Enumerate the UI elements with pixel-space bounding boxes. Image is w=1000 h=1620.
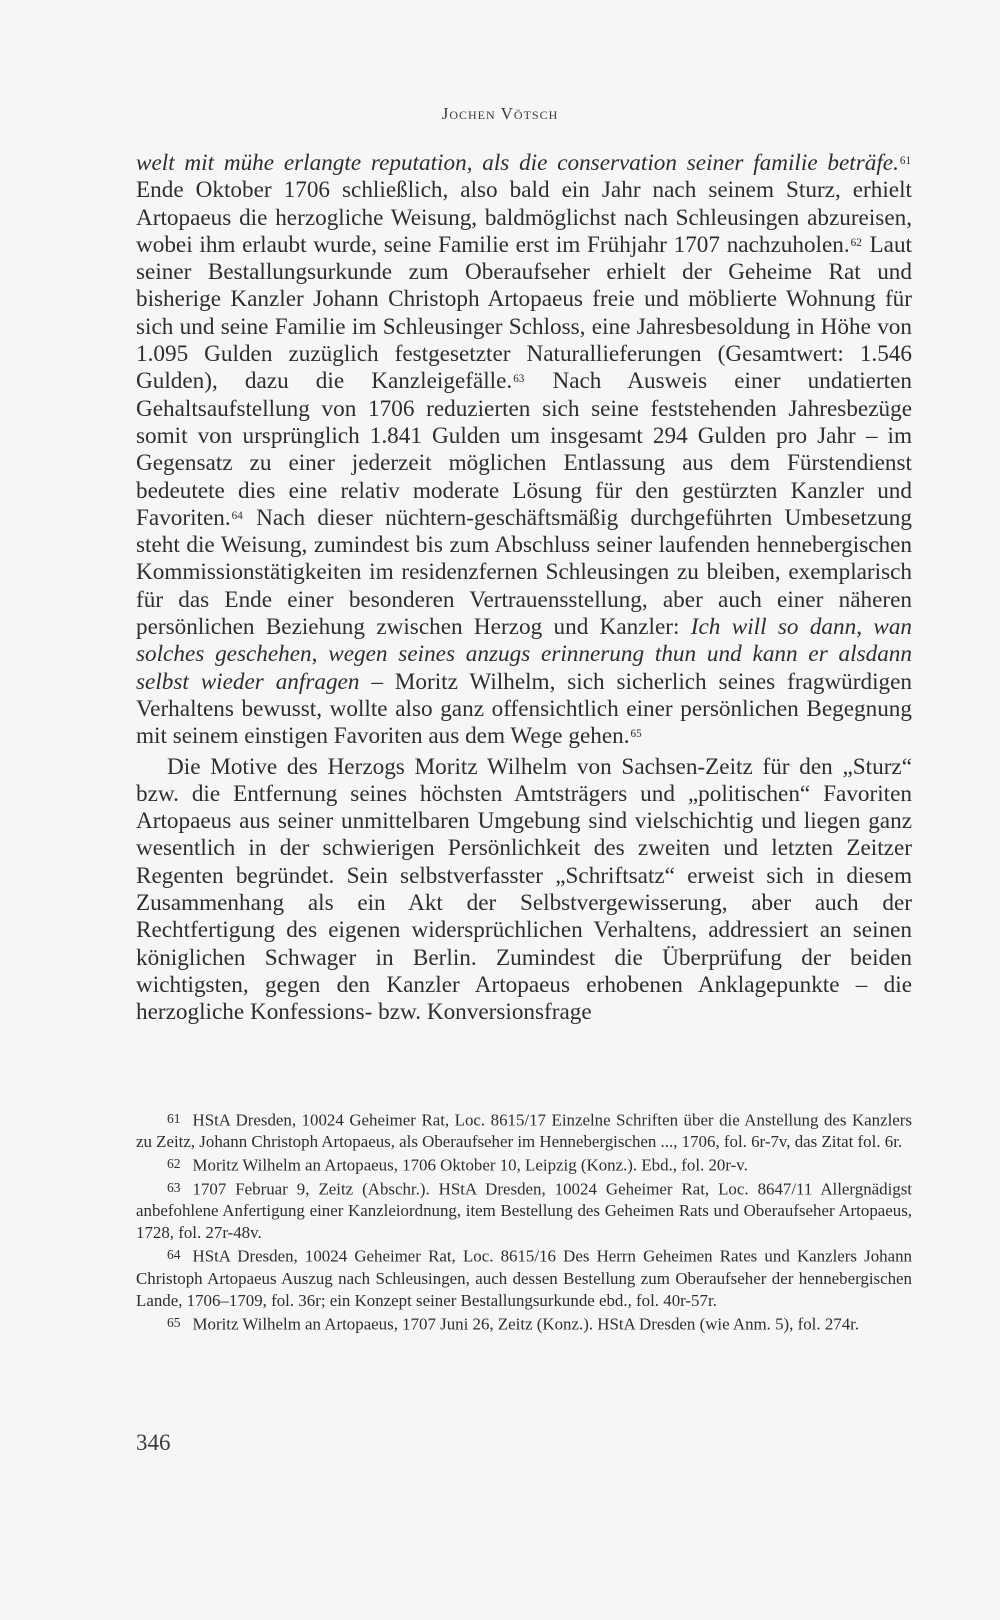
paragraph-1: welt mit mühe erlangte reputation, als die conservation seiner familie beträfe.$^{61}$ Ende Oktober 1706 schließlich, also bald ein Jahr nach seinem Sturz, erhielt Artopaeus die herzogliche Weisung, baldmöglichst nach Schleusingen abzureisen, wobei ihm erlaubt wurde, seine Familie erst im Frühjahr 1707 nachzuholen.$^{62}$ Laut seiner Bestallungsurkunde zum Oberaufseher erhielt der Geheime Rat und bisherige Kanzler Johann Christoph Artopaeus freie und möblierte Wohnung für sich und seine Familie im Schleusinger Schloss, eine Jahresbesoldung in Höhe von 1.095 Gulden zuzüglich festgesetzter Naturallieferungen (Gesamtwert: 1.546 Gulden), dazu die Kanzleigefälle.$^{63}$ Nach Ausweis einer undatierten Gehaltsaufstellung von 1706 reduzierten sich seine feststehenden Jahresbezüge somit von ursprünglich 1.841 Gulden um insgesamt 294 Gulden pro Jahr – im Gegensatz zu einer jederzeit möglichen Entlassung aus dem Fürstendienst bedeutete dies eine relativ moderate Lösung für den gestürzten Kanzler und Favoriten.$^{64}$ Nach dieser nüchtern-geschäftsmäßig durchgeführten Umbesetzung steht die Weisung, zumindest bis zum Abschluss seiner laufenden hennebergischen Kommissionstätigkeiten im residenzfernen Schleusingen zu bleiben, exemplarisch für das Ende einer besonderen Vertrauensstellung, aber auch einer näheren persönlichen Beziehung zwischen Herzog und Kanzler: Ich will so dann, wan solches geschehen, wegen seines anzugs erinnerung thun und kann er alsdann selbst wieder anfragen – Moritz Wilhelm, sich sicherlich seines fragwürdigen Verhaltens bewusst, wollte also ganz offensichtlich einer persönlichen Begegnung mit seinem einstigen Favoriten aus dem Wege gehen.$^{65}$ (136, 150, 913, 750)
footnote-ref: 61 (899, 154, 911, 167)
footnote-ref: 62 (850, 236, 862, 249)
footnote-text: Moritz Wilhelm an Artopaeus, 1707 Juni 26, Zeitz (Konz.). HStA Dresden (wie Anm. 5), fol. 274r. (192, 1314, 860, 1334)
footnote (136, 1244, 912, 1311)
footnote-number: 61 (167, 1111, 181, 1126)
page-number: 346 (136, 1430, 171, 1455)
footnote-number: 64 (167, 1247, 181, 1263)
italic-quotation: Ich will so dann, wan solches geschehen, wegen seines anzugs erinnerung thun und kann er alsdann selbst wieder anfragen (136, 614, 913, 695)
running-head: Jochen Vötsch (441, 104, 559, 123)
italic-quotation: welt mit mühe erlangte reputation, als die conservation seiner familie beträfe. (136, 150, 899, 176)
footnote-text: Moritz Wilhelm an Artopaeus, 1706 Oktober 10, Leipzig (Konz.). Ebd., fol. 20r-v. (192, 1155, 748, 1175)
footnote-text: 1707 Februar 9, Zeitz (Abschr.). HStA Dresden, 10024 Geheimer Rat, Loc. 8647/11 Allergnädigst anbefohlene Anfertigung einer Kanzleiordnung, item Bestellung des Geheimen Rats und Oberaufseher Artopaeus, 1728, fol. 27r-48v. (136, 1179, 912, 1243)
footnote-ref: 63 (513, 373, 525, 386)
footnote (136, 1177, 912, 1244)
body-text (136, 150, 912, 1027)
footnote-ref: 64 (231, 509, 243, 522)
footnote (136, 1153, 912, 1176)
footnote (136, 1312, 912, 1335)
footnote (136, 1108, 912, 1153)
footnote-text: HStA Dresden, 10024 Geheimer Rat, Loc. 8615/16 Des Herrn Geheimen Rates und Kanzlers Johann Christoph Artopaeus Auszug nach Schleusingen, auch dessen Bestellung zum Oberaufseher der hennebergischen Lande, 1706–1709, fol. 36r; ein Konzept seiner Bestallungsurkunde ebd., fol. 40r-57r. (136, 1246, 912, 1310)
footnote-number: 63 (167, 1179, 181, 1195)
footnotes (136, 1108, 912, 1335)
footnote-number: 65 (167, 1314, 181, 1330)
paragraph-2: Die Motive des Herzogs Moritz Wilhelm von Sachsen-Zeitz für den „Sturz“ bzw. die Entfernung seines höchsten Amtsträgers und „politischen“ Favoriten Artopaeus aus seiner unmittelbaren Umgebung sind vielschichtig und liegen ganz wesentlich in der schwierigen Persönlichkeit des zweiten und letzten Zeitzer Regenten begründet. Sein selbstverfasster „Schriftsatz“ erweist sich in diesem Zusammenhang als ein Akt der Selbstvergewisserung, aber auch der Rechtfertigung des eigenen widersprüchlichen Verhaltens, addressiert an seinen königlichen Schwager in Berlin. Zumindest die Überprüfung der beiden wichtigsten, gegen den Kanzler Artopaeus erhobenen Anklagepunkte – die herzogliche Konfessions- bzw. Konversionsfrage (136, 753, 912, 1026)
footnote-text: HStA Dresden, 10024 Geheimer Rat, Loc. 8615/17 Einzelne Schriften über die Anstellung des Kanzlers zu Zeitz, Johann Christoph Artopaeus, als Oberaufseher im Hennebergischen ..., 1706, fol. 6r-7v, das Zitat fol. 6r. (136, 1110, 912, 1152)
footnote-ref: 65 (630, 728, 642, 741)
footnote-number: 62 (167, 1156, 181, 1172)
